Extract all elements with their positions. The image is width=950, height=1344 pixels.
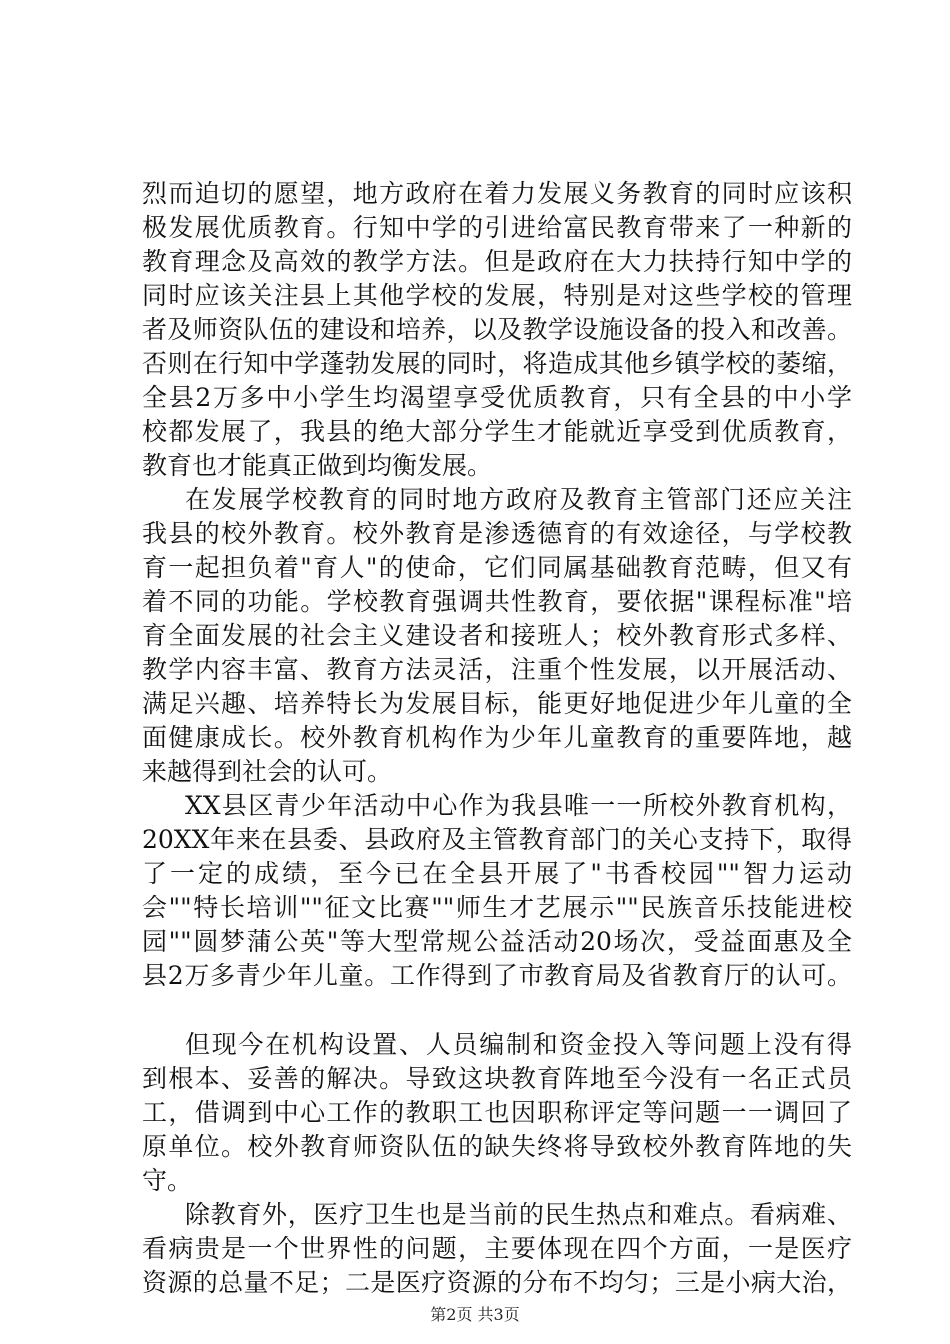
text-line: 教学内容丰富、教育方法灵活，注重个性发展，以开展活动、 (142, 655, 852, 684)
text-line: 园""圆梦蒲公英"等大型常规公益活动20场次，受益面惠及全 (142, 927, 852, 956)
text-line: XX县区青少年活动中心作为我县唯一一所校外教育机构， (185, 791, 852, 820)
text-line: 全县2万多中小学生均渴望享受优质教育，只有全县的中小学 (142, 383, 852, 412)
text-line: 20XX年来在县委、县政府及主管教育部门的关心支持下，取得 (142, 825, 852, 854)
text-line: 者及师资队伍的建设和培养，以及教学设施设备的投入和改善。 (142, 315, 852, 344)
text-line: 会""特长培训""征文比赛""师生才艺展示""民族音乐技能进校 (142, 893, 852, 922)
text-line: 否则在行知中学蓬勃发展的同时，将造成其他乡镇学校的萎缩， (142, 349, 852, 378)
text-line: 同时应该关注县上其他学校的发展，特别是对这些学校的管理 (142, 281, 852, 310)
text-line: 我县的校外教育。校外教育是渗透德育的有效途径，与学校教 (142, 519, 852, 548)
text-line: 教育理念及高效的教学方法。但是政府在大力扶持行知中学的 (142, 247, 852, 276)
text-line: 教育也才能真正做到均衡发展。 (142, 451, 493, 480)
text-line: 看病贵是一个世界性的问题，主要体现在四个方面，一是医疗 (142, 1234, 852, 1263)
text-line: 育全面发展的社会主义建设者和接班人；校外教育形式多样、 (142, 621, 852, 650)
page-number-footer: 第2页 共3页 (430, 1305, 520, 1324)
text-line: 烈而迫切的愿望，地方政府在着力发展义务教育的同时应该积 (142, 179, 852, 208)
text-line: 极发展优质教育。行知中学的引进给富民教育带来了一种新的 (142, 213, 852, 242)
text-line: 但现今在机构设置、人员编制和资金投入等问题上没有得 (185, 1030, 852, 1059)
text-line: 着不同的功能。学校教育强调共性教育，要依据"课程标准"培 (142, 587, 852, 616)
text-line: 满足兴趣、培养特长为发展目标，能更好地促进少年儿童的全 (142, 689, 852, 718)
text-line: 了一定的成绩，至今已在全县开展了"书香校园""智力运动 (142, 859, 852, 888)
text-line: 原单位。校外教育师资队伍的缺失终将导致校外教育阵地的失 (142, 1132, 852, 1161)
text-line: 资源的总量不足；二是医疗资源的分布不均匀；三是小病大治， (142, 1268, 852, 1297)
text-line: 面健康成长。校外教育机构作为少年儿童教育的重要阵地，越 (142, 723, 852, 752)
text-line: 在发展学校教育的同时地方政府及教育主管部门还应关注 (185, 485, 852, 514)
text-line: 育一起担负着"育人"的使命，它们同属基础教育范畴，但又有 (142, 553, 852, 582)
text-line: 工，借调到中心工作的教职工也因职称评定等问题一一调回了 (142, 1098, 852, 1127)
text-line: 县2万多青少年儿童。工作得到了市教育局及省教育厅的认可。 (142, 961, 852, 990)
text-line: 守。 (142, 1166, 193, 1195)
text-line: 到根本、妥善的解决。导致这块教育阵地至今没有一名正式员 (142, 1064, 852, 1093)
text-line: 校都发展了，我县的绝大部分学生才能就近享受到优质教育， (142, 417, 852, 446)
text-line: 除教育外，医疗卫生也是当前的民生热点和难点。看病难、 (185, 1200, 852, 1229)
text-line: 来越得到社会的认可。 (142, 757, 393, 786)
